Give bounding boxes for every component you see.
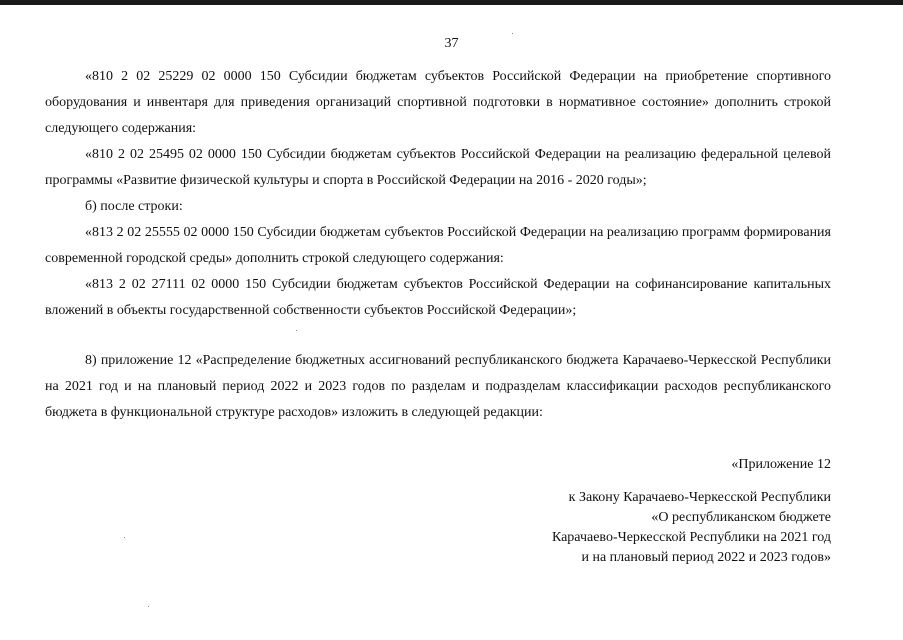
paragraph-subsidy-27111: «813 2 02 27111 02 0000 150 Субсидии бюджетам субъектов Российской Федерации на софинансирование капитальных вложений в объекты государственной собственности субъектов Российской Федерации»; (45, 277, 831, 318)
page-number: 37 (444, 36, 459, 51)
appendix-line: «О республиканском бюджете (651, 510, 831, 525)
scan-speck (124, 537, 125, 538)
scan-speck (512, 33, 513, 34)
paragraph-after-line: б) после строки: (85, 199, 183, 214)
appendix-line: и на плановый период 2022 и 2023 годов» (581, 550, 831, 565)
paragraph-subsidy-25555: «813 2 02 25555 02 0000 150 Субсидии бюджетам субъектов Российской Федерации на реализацию программ формирования современной городской среды» дополнить строкой следующего содержания: (45, 225, 831, 266)
scan-speck (148, 606, 149, 607)
appendix-line: к Закону Карачаево-Черкесской Республики (568, 490, 831, 505)
document-body (45, 64, 831, 426)
appendix-line: Карачаево-Черкесской Республики на 2021 год (551, 530, 831, 545)
paragraph-subsidy-25495: «810 2 02 25495 02 0000 150 Субсидии бюджетам субъектов Российской Федерации на реализацию федеральной целевой программы «Развитие физической культуры и спорта в Российской Федерации на 2016 - 2020 годы»; (45, 147, 831, 188)
paragraph-subsidy-25229: «810 2 02 25229 02 0000 150 Субсидии бюджетам субъектов Российской Федерации на приобретение спортивного оборудования и инвентаря для приведения организаций спортивной подготовки в нормативное состояние» дополнить строкой следующего содержания: (45, 69, 831, 136)
appendix-header (552, 488, 831, 568)
appendix-title: «Приложение 12 (731, 457, 831, 472)
paragraph-appendix-12: 8) приложение 12 «Распределение бюджетных ассигнований республиканского бюджета Карачаево-Черкесской Республики на 2021 год и на плановый период 2022 и 2023 годов по разделам и подразделам классификации расходов республиканского бюджета в функциональной структуре расходов» изложить в следующей редакции: (45, 353, 831, 420)
scan-speck (296, 330, 297, 331)
